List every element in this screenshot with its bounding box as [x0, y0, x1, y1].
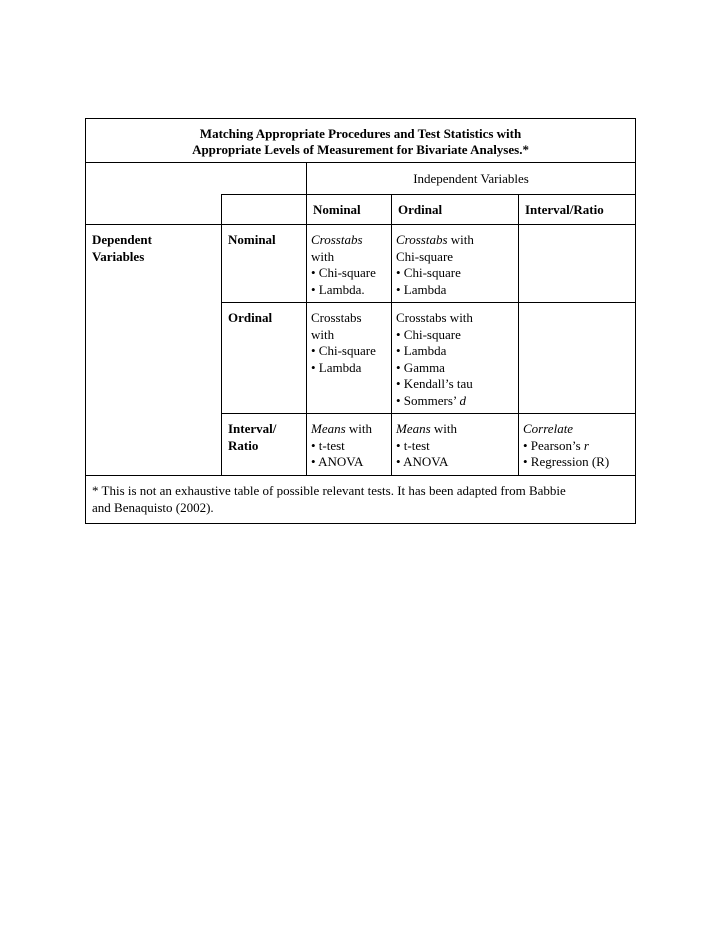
cell-interval-interval: [519, 414, 636, 476]
with-text: with: [311, 326, 335, 342]
independent-variables-header: Independent Variables: [307, 163, 636, 195]
list-item: • t-test: [396, 437, 430, 453]
list-item: • Chi-square: [311, 265, 376, 280]
method-text: Crosstabs: [396, 232, 448, 247]
list-item: • Lambda: [311, 359, 362, 375]
list-item: • Kendall’s tau: [396, 376, 473, 391]
row-label-ordinal: Ordinal: [222, 303, 307, 414]
dependent-variables-label: [86, 225, 222, 476]
list-item: • Chi-square: [396, 265, 461, 280]
method-text: Correlate: [523, 421, 574, 436]
row-label-line2: Ratio: [228, 437, 259, 453]
col-header-ordinal: Ordinal: [392, 194, 519, 225]
list-item: • Lambda.: [311, 281, 365, 297]
cell-ordinal-ordinal: [392, 303, 519, 414]
with-text: with: [430, 421, 458, 436]
method-text: Crosstabs with: [396, 310, 473, 325]
with-text: with: [345, 421, 373, 436]
list-item: • Chi-square: [396, 326, 461, 342]
table-title-line2: Appropriate Levels of Measurement for Bivariate Analyses.*: [192, 142, 529, 157]
blank-corner-cell: [86, 163, 307, 195]
list-item: • Regression (R): [523, 454, 610, 469]
sommers-d-var: d: [459, 392, 467, 408]
chi-square-text: Chi-square: [396, 248, 454, 264]
footnote-line1: * This is not an exhaustive table of possible relevant tests. It has been adapted from Babbie: [92, 482, 566, 498]
list-item: • Lambda: [396, 281, 447, 297]
list-item: • ANOVA: [396, 454, 449, 469]
cell-nominal-nominal: [307, 225, 392, 303]
list-item: • Sommers’: [396, 392, 460, 408]
procedures-table: [85, 118, 636, 524]
cell-ordinal-nominal: [307, 303, 392, 414]
cell-nominal-ordinal: [392, 225, 519, 303]
dependent-label-line2: Variables: [92, 248, 145, 264]
col-header-nominal: Nominal: [307, 194, 392, 225]
col-header-interval-ratio: Interval/Ratio: [519, 194, 636, 225]
list-item: • Pearson’s: [523, 437, 584, 453]
table-title: [86, 119, 636, 163]
with-text: with: [311, 248, 335, 264]
pearson-r-var: r: [583, 437, 589, 453]
blank-cell: [86, 194, 222, 225]
method-text: Means: [396, 421, 431, 436]
list-item: • ANOVA: [311, 454, 364, 469]
method-text: Crosstabs: [311, 310, 362, 325]
method-text: Crosstabs: [311, 232, 363, 247]
with-text: with: [447, 232, 474, 247]
cell-interval-nominal: [307, 414, 392, 476]
blank-cell: [222, 194, 307, 225]
list-item: • Chi-square: [311, 343, 376, 358]
table-footnote: [86, 475, 636, 523]
cell-interval-ordinal: [392, 414, 519, 476]
table-title-line1: Matching Appropriate Procedures and Test Statistics with: [199, 126, 522, 141]
row-label-line1: Interval/: [228, 421, 277, 436]
dependent-label-line1: Dependent: [92, 232, 152, 247]
cell-ordinal-interval: [519, 303, 636, 414]
list-item: • Lambda: [396, 343, 447, 358]
list-item: • t-test: [311, 437, 345, 453]
footnote-line2: and Benaquisto (2002).: [92, 499, 214, 515]
method-text: Means: [311, 421, 346, 436]
row-label-interval-ratio: [222, 414, 307, 476]
list-item: • Gamma: [396, 359, 445, 375]
cell-nominal-interval: [519, 225, 636, 303]
row-label-nominal: Nominal: [222, 225, 307, 303]
